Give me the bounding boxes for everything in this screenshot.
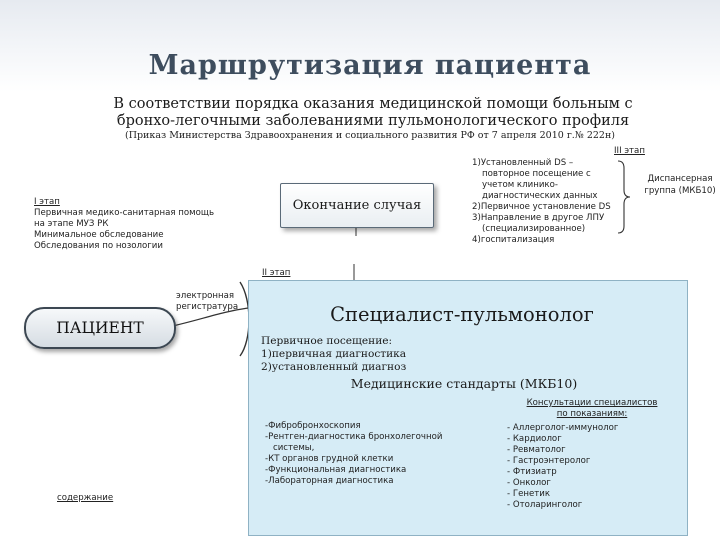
stage-3-item: диагностических данных (482, 191, 598, 201)
method-item: -Функциональная диагностика (265, 465, 407, 475)
method-item: -КТ органов грудной клетки (265, 454, 394, 464)
primary-visit (261, 335, 406, 374)
consultations-heading-line-2: по показаниям: (556, 409, 628, 419)
stage-2-label: II этап (262, 268, 291, 278)
stage-3-item: 4)госпитализация (472, 235, 555, 245)
dispensary-group (640, 173, 720, 197)
e-registry-line-1: электронная (176, 291, 235, 301)
page-title: Маршрутизация пациента (148, 50, 592, 81)
stage-3-label: III этап (614, 146, 645, 156)
stage-3-list (472, 158, 622, 246)
e-registry-label (176, 291, 256, 313)
contents-link[interactable]: содержание (57, 493, 114, 503)
subtitle-line-1: В соответствии порядка оказания медицинской помощи больным с (113, 96, 633, 112)
pulmonologist-title: Специалист-пульмонолог (330, 303, 594, 326)
stage-3-item: учетом клинико- (482, 180, 558, 190)
consultant-item: - Отоларинголог (507, 500, 583, 510)
e-registry-line-2: регистратура (176, 302, 239, 312)
consultant-item: - Ревматолог (507, 445, 566, 455)
method-item: -Фибробронхоскопия (265, 421, 361, 431)
medical-standards: Медицинские стандарты (МКБ10) (350, 376, 578, 391)
consultants-list (507, 423, 677, 511)
stage-3-item: 1)Установленный DS – (472, 158, 574, 168)
stage-1-line: Первичная медико-санитарная помощь (34, 208, 215, 218)
stage-1-line: Минимальное обследование (34, 230, 164, 240)
consultant-item: - Генетик (507, 489, 551, 499)
consultations-heading (517, 398, 667, 420)
method-item: системы, (273, 443, 315, 453)
consultant-item: - Гастроэнтеролог (507, 456, 591, 466)
consultations-heading-line-1: Консультации специалистов (526, 398, 658, 408)
primary-visit-line: 2)установленный диагноз (261, 361, 407, 373)
stage-3-item: (специализированное) (482, 224, 586, 234)
subtitle-line-2: бронхо-легочными заболеваниями пульмонологического профиля (116, 113, 630, 129)
patient-node: ПАЦИЕНТ (24, 307, 176, 349)
method-item: -Лабораторная диагностика (265, 476, 394, 486)
pulmonologist-box (248, 280, 688, 536)
primary-visit-line: Первичное посещение: (261, 335, 393, 347)
dispensary-line-1: Диспансерная (647, 174, 713, 184)
stage-3-item: 3)Направление в другое ЛПУ (472, 213, 605, 223)
stage-1-label: I этап (34, 197, 60, 207)
diagnostic-methods-list (265, 421, 485, 487)
order-reference: (Приказ Министерства Здравоохранения и социального развития РФ от 7 апреля 2010 г.№ 222н) (124, 130, 615, 141)
stage-3-item: 2)Первичное установление DS (472, 202, 611, 212)
stage-3-item: повторное посещение с (482, 169, 591, 179)
stage-3-brace (616, 160, 632, 234)
end-of-case-box: Окончание случая (280, 183, 434, 228)
stage-1-block (34, 197, 274, 252)
subtitle (0, 96, 720, 130)
consultant-item: - Онколог (507, 478, 551, 488)
consultant-item: - Фтизиатр (507, 467, 557, 477)
dispensary-line-2: группа (МКБ10) (644, 186, 716, 196)
stage-1-line: Обследования по нозологии (34, 241, 163, 251)
consultant-item: - Аллерголог-иммунолог (507, 423, 619, 433)
stage-1-line: на этапе МУЗ РК (34, 219, 109, 229)
method-item: -Рентген-диагностика бронхолегочной (265, 432, 443, 442)
primary-visit-line: 1)первичная диагностика (261, 348, 407, 360)
consultant-item: - Кардиолог (507, 434, 562, 444)
